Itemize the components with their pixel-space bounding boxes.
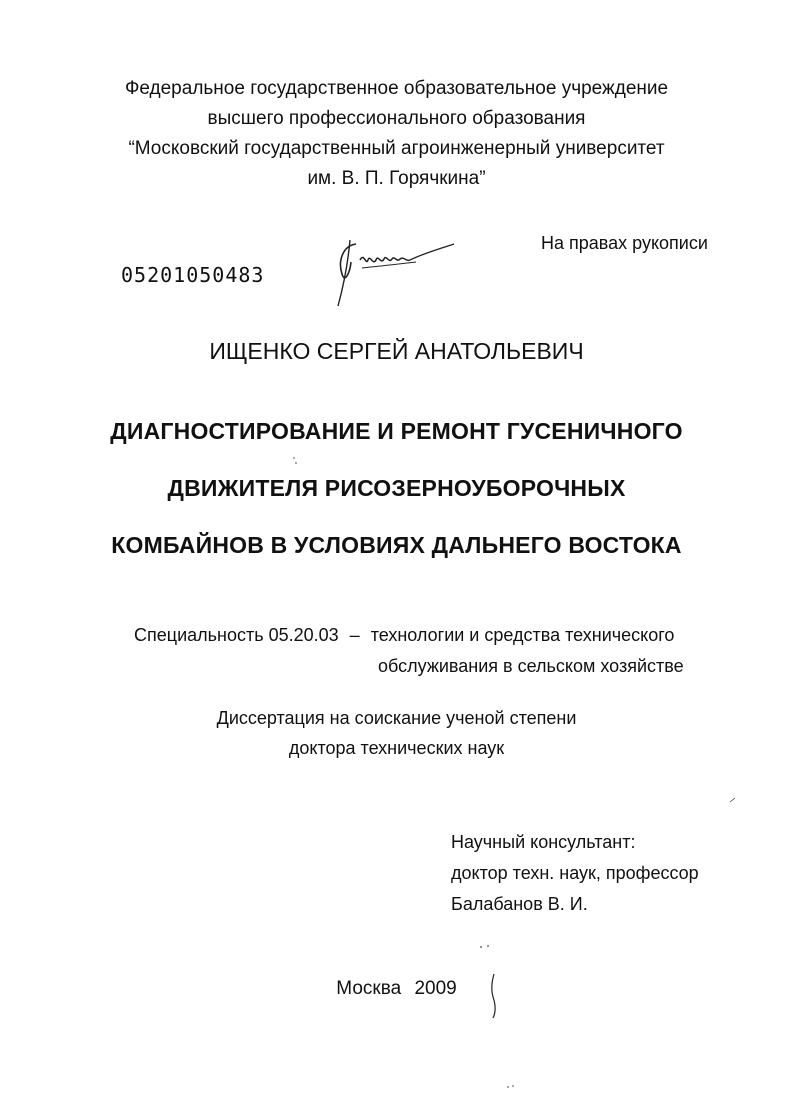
scan-mark-bracket [488, 970, 500, 1020]
city: Москва [336, 978, 402, 999]
title-line-3: КОМБАЙНОВ В УСЛОВИЯХ ДАЛЬНЕГО ВОСТОКА [111, 532, 682, 558]
author-name: ИЩЕНКО СЕРГЕЙ АНАТОЛЬЕВИЧ [209, 338, 584, 364]
scan-mark-dots [290, 455, 300, 469]
institution-block [0, 74, 793, 194]
advisor-name: Балабанов В. И. [451, 894, 588, 914]
title-line-1: ДИАГНОСТИРОВАНИЕ И РЕМОНТ ГУСЕНИЧНОГО [110, 418, 683, 444]
dissertation-type [0, 703, 793, 763]
institution-line-3: “Московский государственный агроинженерный университет [128, 138, 665, 159]
institution-line-2: высшего профессионального образования [207, 108, 586, 129]
specialty-prefix: Специальность 05.20.03 [134, 625, 339, 645]
specialty-line-2: обслуживания в сельском хозяйстве [378, 656, 684, 676]
advisor-label: Научный консультант: [451, 832, 636, 852]
institution-line-1: Федеральное государственное образовательное учреждение [124, 78, 669, 99]
dissertation-title [0, 403, 793, 574]
advisor-degree: доктор техн. наук, профессор [451, 863, 699, 883]
registration-code: 05201050483 [121, 263, 265, 287]
specialty-dash: – [349, 625, 360, 645]
dissertation-line-2: доктора технических наук [288, 738, 505, 758]
rights-note: На правах рукописи [541, 233, 708, 253]
scan-mark-dots [478, 942, 492, 952]
city-year [0, 978, 793, 1000]
scan-mark-dots [505, 1082, 517, 1092]
title-line-2: ДВИЖИТЕЛЯ РИСОЗЕРНОУБОРОЧНЫХ [167, 475, 626, 501]
advisor-block [451, 827, 699, 920]
dissertation-line-1: Диссертация на соискание ученой степени [216, 708, 577, 728]
institution-line-4: им. В. П. Горячкина” [307, 168, 486, 189]
specialty-line-1: технологии и средства технического [370, 625, 675, 645]
year: 2009 [414, 978, 457, 999]
scan-mark-dots [728, 796, 738, 804]
specialty-block [134, 620, 674, 650]
signature-image [320, 232, 460, 312]
